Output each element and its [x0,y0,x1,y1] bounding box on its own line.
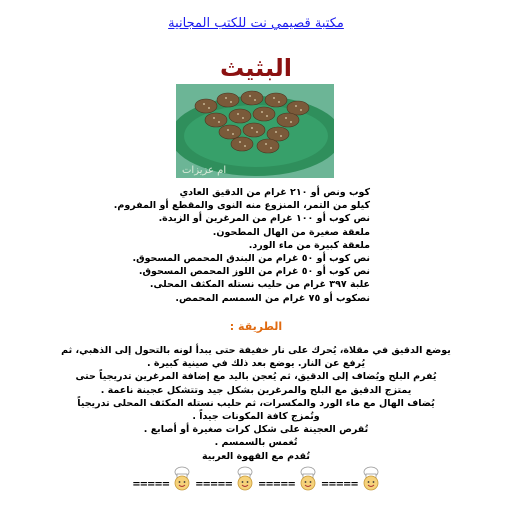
chef-divider [0,466,512,492]
method-step: تُغمس بالسمسم . [214,437,298,449]
method-step: يُفرم البلح ويُضاف إلى الدقيق، ثم يُعجن باليد مع إضافة المرغرين تدريجياً حتى [75,371,437,383]
method-step: يُرفع عن النار. يوضع بعد ذلك في صينية كبيرة . [146,358,366,370]
cookies-plate-image [176,84,334,178]
recipe-title: البثيث [219,54,293,82]
ingredient-item: ملعقة صغيرة من الهال المطحون. [212,226,370,238]
recipe-photo [176,84,334,178]
separator: ===== [258,479,295,490]
method-step: تُقدم مع القهوة العربية [202,450,310,462]
ingredients-list [90,186,370,305]
separator: ===== [195,479,232,490]
method-step: يُضاف الهال مع ماء الورد والمكسرات، ثم حليب نستله المكثف المحلى تدريجياً [77,397,435,409]
method-step: يوضع الدقيق في مقلاة، يُحرك على نار خفيفة حتى يبدأ لونه بالتحول إلى الذهبي، ثم [61,345,451,356]
photo-watermark: ام عزيزات [182,165,227,176]
method-step: تُقرص العجينة على شكل كرات صغيرة أو أصابع . [143,424,369,436]
library-link[interactable]: مكتبة قصيمي نت للكتب المجانية [168,16,344,31]
ingredient-item: علبة ٣٩٧ غرام من حليب نستله المكثف المحلى. [149,279,370,291]
ingredient-item: نص كوب أو ٥٠ غرام من البندق المحمص المسحوق. [132,253,370,265]
ingredient-item: نص كوب أو ١٠٠ غرام من المرغرين أو الزبدة. [158,213,370,225]
method-steps [46,344,466,463]
chef-icon [234,466,256,492]
separator: ===== [132,479,170,490]
method-step: وتُمزج كافة المكونات جيداً . [192,411,320,423]
chef-icon [297,466,319,492]
chef-icon [360,466,382,492]
ingredient-item: ملعقة كبيرة من ماء الورد. [248,239,370,251]
method-heading: الطريقة : [229,320,283,333]
chef-icon [171,466,193,492]
separator: ===== [320,479,358,490]
ingredient-item: نصكوب أو ٧٥ غرام من السمسم المحمص. [175,292,370,304]
method-step: يمتزج الدقيق مع البلح والمرغرين بشكل جيد وتتشكل عجينة ناعمة . [100,384,412,396]
ingredient-item: كيلو من التمر، المنزوع منه النوى والمقطع أو المفروم. [113,200,370,212]
ingredient-item: نص كوب أو ٥٠ غرام من اللوز المحمص المسحوق. [138,266,370,278]
ingredient-item: كوب ونص أو ٢١٠ غرام من الدقيق العادي [179,187,370,198]
